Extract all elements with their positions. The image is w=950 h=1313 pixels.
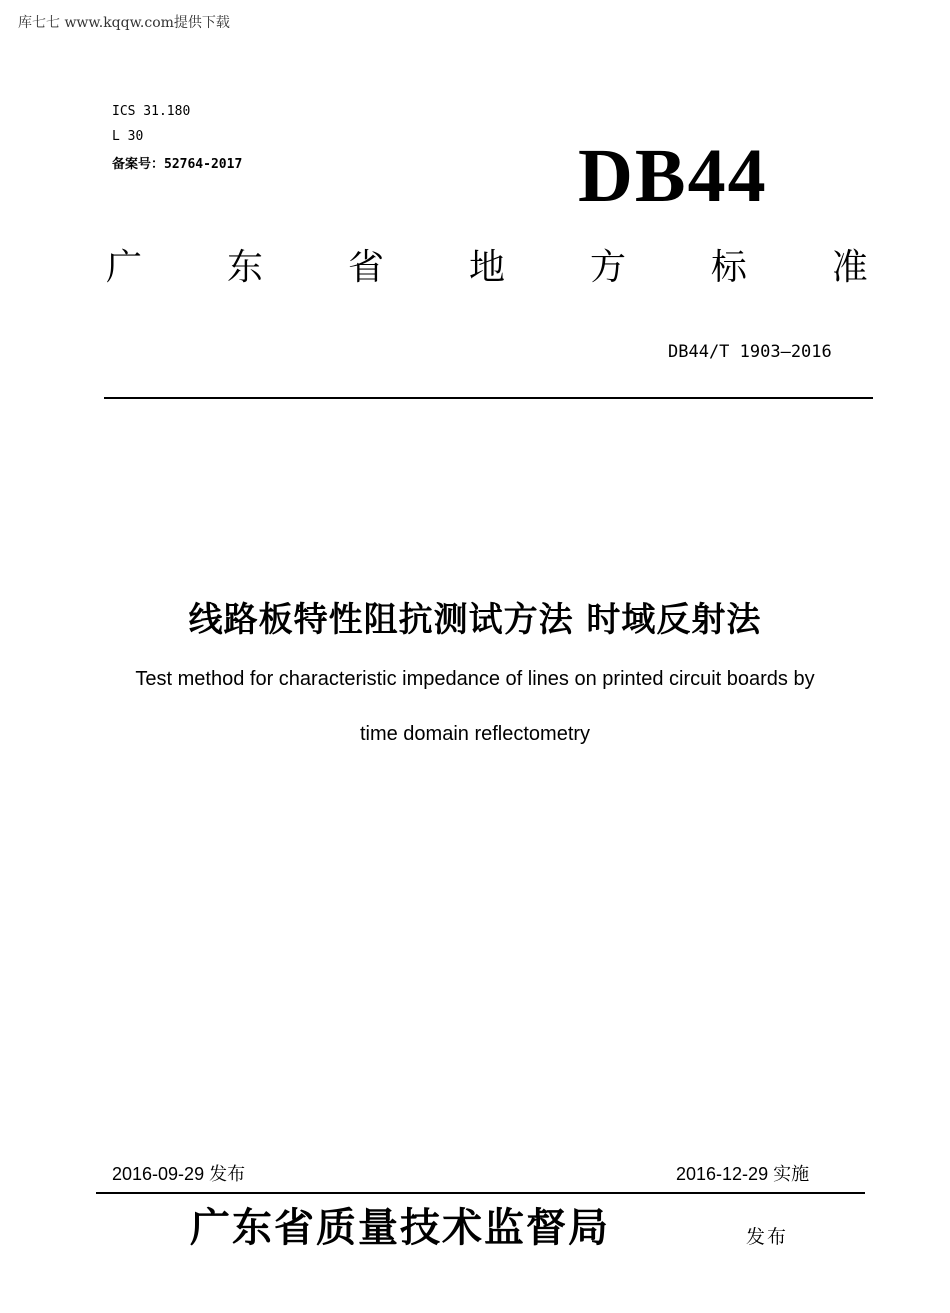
standard-type-char: 东 <box>226 247 263 288</box>
implementation-date: 2016-12-29 实施 <box>676 1164 810 1184</box>
ics-code: ICS 31.180 <box>112 104 191 119</box>
standard-type-char: 广 <box>106 247 143 288</box>
standard-number: DB44/T 1903—2016 <box>668 342 832 362</box>
title-english-line2: time domain reflectometry <box>359 723 591 745</box>
standard-type-char: 省 <box>347 247 384 288</box>
category-code: L 30 <box>112 129 144 144</box>
title-english-line1: Test method for characteristic impedance of lines on printed circuit boards by <box>135 668 815 690</box>
bottom-divider <box>96 1192 865 1194</box>
title-chinese: 线路板特性阻抗测试方法 时域反射法 <box>188 600 762 640</box>
issue-date: 2016-09-29 发布 <box>112 1164 246 1184</box>
standard-type-char: 准 <box>831 247 868 288</box>
issuer-action: 发布 <box>746 1226 789 1248</box>
db-code-heading: DB44 <box>578 134 768 218</box>
watermark-text: 库七七 www.kqqw.com提供下载 <box>18 15 230 31</box>
standard-type-char: 标 <box>710 247 747 288</box>
top-divider <box>104 397 873 399</box>
issuer-name: 广东省质量技术监督局 <box>190 1204 610 1251</box>
standard-type-char: 地 <box>468 247 505 288</box>
standard-type-heading <box>106 247 868 288</box>
standard-type-char: 方 <box>589 247 626 288</box>
record-number: 备案号：52764-2017 <box>112 157 243 172</box>
